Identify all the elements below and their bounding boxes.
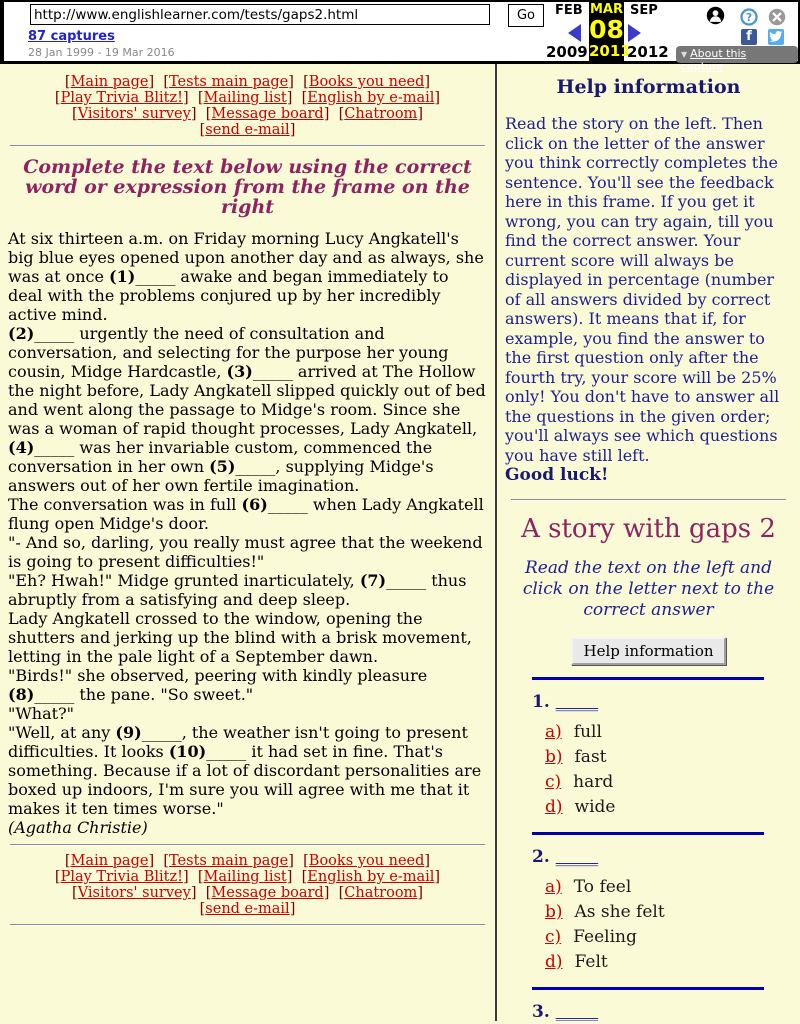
good-luck-text: Good luck! [505, 465, 609, 485]
bracket: ] [289, 122, 296, 138]
bracket: [ [64, 74, 71, 90]
bracket: [ [72, 885, 78, 901]
question-line [532, 1002, 792, 1022]
story-text [8, 229, 487, 837]
bracket: ] [417, 106, 423, 122]
bracket: [ [301, 869, 308, 885]
answer-text: Felt [574, 951, 608, 972]
nav-link[interactable]: Play Trivia Blitz! [60, 869, 183, 885]
bracket: ] [417, 885, 423, 901]
twitter-icon[interactable] [768, 29, 784, 45]
answer-letter-link[interactable]: d) [545, 951, 563, 972]
prev-month-label[interactable]: FEB [555, 3, 583, 18]
prev-capture-arrow-icon[interactable] [568, 24, 581, 42]
next-capture-arrow-icon[interactable] [628, 24, 641, 42]
exercise-title: A story with gaps 2 [521, 513, 776, 544]
bracket: [ [205, 885, 212, 901]
nav-link[interactable]: Books you need [308, 74, 425, 90]
bracket: [ [197, 869, 204, 885]
bracket: ] [434, 869, 441, 885]
nav-link[interactable]: Chatroom [344, 106, 418, 122]
prev-year-label[interactable]: 2009 [546, 43, 588, 61]
story-line: "Well, at any (9)_____, the weather isn't going to present difficulties. It looks (10)_____ it had set in fine. That's something. Because if a lot of discordant personalities are boxed up indoors, I'm sure you will agree with me that it makes it ten times worse." [8, 723, 482, 818]
nav-link[interactable]: Chatroom [344, 885, 418, 901]
svg-text:?: ? [745, 11, 753, 24]
nav-link[interactable]: send e-mail [205, 901, 290, 917]
nav-links-bottom [8, 853, 487, 917]
question-line [532, 847, 792, 867]
gap-number: (2) [8, 324, 35, 343]
story-line: (Agatha Christie) [8, 818, 148, 837]
nav-links-top [8, 74, 487, 138]
answer-text: hard [573, 771, 614, 792]
nav-link[interactable]: Play Trivia Blitz! [60, 90, 183, 106]
story-line: "Eh? Hwah!" Midge grunted inarticulately, (7)_____ thus abruptly from a satisfying and deep sleep. [8, 571, 467, 609]
answer-letter-link[interactable]: b) [545, 901, 563, 922]
bracket: ] [190, 106, 197, 122]
nav-link[interactable]: Books you need [308, 853, 425, 869]
story-line: Lady Angkatell crossed to the window, opening the shutters and jerking up the blind with a brisk movement, letting in the pale light of a September dawn. [8, 609, 472, 666]
bracket: ] [148, 74, 155, 90]
bracket: ] [190, 885, 197, 901]
nav-link[interactable]: Message board [211, 106, 324, 122]
url-input[interactable] [30, 4, 490, 25]
gap-number: (10) [168, 742, 207, 761]
close-icon[interactable] [768, 8, 786, 26]
bracket: [ [199, 901, 206, 917]
divider [10, 924, 485, 926]
bracket: [ [199, 122, 206, 138]
question-blank-link[interactable]: _____ [555, 691, 599, 712]
divider [10, 844, 485, 846]
divider [10, 145, 485, 147]
nav-link[interactable]: Main page [70, 853, 149, 869]
nav-link[interactable]: English by e-mail [307, 869, 435, 885]
nav-link[interactable]: Visitors' survey [77, 885, 191, 901]
story-line: "- And so, darling, you really must agree that the weekend is going to present difficulties!" [8, 533, 483, 571]
nav-link[interactable]: English by e-mail [307, 90, 435, 106]
profile-icon[interactable] [706, 6, 725, 25]
gap-number: (4) [8, 438, 35, 457]
bracket: [ [163, 74, 170, 90]
nav-link[interactable]: Tests main page [169, 74, 289, 90]
frameset [0, 64, 800, 1021]
current-year-label: 2011 [589, 42, 631, 60]
answer-letter-link[interactable]: b) [545, 746, 563, 767]
bracket: [ [303, 74, 309, 90]
answer-letter-link[interactable]: a) [545, 721, 562, 742]
current-day-label: 08 [589, 15, 624, 44]
bracket: [ [64, 853, 71, 869]
bracket: ] [182, 869, 189, 885]
bracket: ] [434, 90, 441, 106]
story-line: "Birds!" she observed, peering with kindly pleasure (8)_____ the pane. "So sweet." [8, 666, 428, 704]
current-capture-column [589, 2, 631, 61]
questions-list [505, 677, 792, 1022]
answer-letter-link[interactable]: c) [545, 771, 562, 792]
bracket: [ [72, 106, 78, 122]
help-information-button[interactable]: Help information [571, 637, 725, 665]
divider [511, 499, 786, 501]
captures-link[interactable]: 87 captures [28, 29, 115, 44]
bracket: [ [303, 853, 309, 869]
bracket: [ [197, 90, 204, 106]
exercise-heading: Complete the text below using the correct word or expression from the frame on the right [23, 156, 472, 218]
about-capture-dropdown-icon: ▼ [681, 50, 688, 59]
answer-letter-link[interactable]: d) [545, 796, 563, 817]
help-title: Help information [556, 76, 741, 98]
story-line: "What?" [8, 704, 75, 723]
bracket: ] [424, 74, 431, 90]
gap-number: (6) [241, 495, 268, 514]
bracket: ] [288, 853, 294, 869]
next-month-label[interactable]: SEP [630, 3, 658, 18]
answer-option [545, 900, 792, 925]
nav-link[interactable]: Mailing list [203, 869, 287, 885]
story-line: (2)_____ urgently the need of consultation and conversation, and selecting for the purpose her young cousin, Midge Hardcastle, (3)_____ arrived at The Hollow the night before, Lady Angkatell slipped quickly out of bed and went along the passage to Midge's room. Since she was a woman of rapid thought processes, Lady Angkatell, (4)_____ was her invariable custom, commenced the conversation in her own (5)_____, supplying Midge's answers out of her own fertile imagination. [8, 324, 486, 495]
bracket: ] [289, 901, 296, 917]
story-frame [0, 64, 497, 1021]
question-blank-link[interactable]: _____ [555, 846, 599, 867]
bracket: ] [323, 106, 330, 122]
help-button-wrap [505, 637, 792, 665]
gap-number: (7) [359, 571, 387, 590]
bracket: ] [323, 885, 330, 901]
gap-number: (5) [209, 457, 236, 476]
question-number: 2. [532, 846, 556, 867]
about-this-capture-button[interactable] [676, 46, 798, 73]
help-body [505, 114, 792, 486]
facebook-icon[interactable]: f [741, 29, 757, 45]
answer-letter-link[interactable]: a) [545, 876, 562, 897]
bracket: ] [288, 74, 294, 90]
next-year-label[interactable]: 2012 [627, 43, 669, 61]
question-separator [532, 677, 764, 680]
question-separator [532, 832, 764, 835]
about-capture-label: About this capture [681, 47, 747, 73]
question-separator [532, 987, 764, 990]
bracket: ] [286, 869, 293, 885]
story-line: The conversation was in full (6)_____ when Lady Angkatell flung open Midge's door. [8, 495, 484, 533]
answer-option [545, 745, 792, 770]
bracket: [ [54, 869, 61, 885]
bracket: ] [286, 90, 293, 106]
answer-text: As she felt [574, 901, 665, 922]
gap-number: (8) [8, 685, 35, 704]
go-button[interactable]: Go [508, 4, 544, 27]
question-number: 3. [532, 1001, 556, 1021]
bracket: [ [54, 90, 61, 106]
answer-text: full [573, 721, 602, 742]
capture-date-range: 28 Jan 1999 - 19 Mar 2016 [28, 46, 175, 59]
answer-option [545, 720, 792, 745]
answer-text: To feel [573, 876, 632, 897]
nav-link[interactable]: Visitors' survey [77, 106, 191, 122]
question-blank-link[interactable]: _____ [555, 1001, 599, 1021]
bracket: [ [205, 106, 212, 122]
bracket: [ [338, 106, 345, 122]
answer-text: wide [574, 796, 616, 817]
bracket: ] [182, 90, 189, 106]
help-icon[interactable] [740, 8, 758, 26]
nav-link[interactable]: Message board [211, 885, 324, 901]
answer-option [545, 925, 792, 950]
answer-option [545, 770, 792, 795]
question-line [532, 692, 792, 712]
exercise-instruction: Read the text on the left and click on the letter next to the correct answer [522, 557, 775, 620]
answer-letter-link[interactable]: c) [545, 926, 562, 947]
nav-link[interactable]: Tests main page [169, 853, 289, 869]
answer-option [545, 795, 792, 820]
answer-option [545, 950, 792, 975]
answer-text: fast [574, 746, 607, 767]
nav-link[interactable]: Main page [70, 74, 149, 90]
answer-option [545, 875, 792, 900]
bracket: [ [301, 90, 308, 106]
bracket: ] [424, 853, 431, 869]
story-line: At six thirteen a.m. on Friday morning Lucy Angkatell's big blue eyes opened upon another day and as always, she was at once (1)_____ awake and began immediately to deal with the problems conjured up by her incredibly active mind. [8, 229, 484, 324]
bracket: [ [163, 853, 170, 869]
bracket: [ [338, 885, 345, 901]
bracket: ] [148, 853, 155, 869]
help-body-text: Read the story on the left. Then click on the letter of the answer you think correctly completes the sentence. You'll see the feedback here in this frame. If you get it wrong, you can try again, till you find the correct answer. Your current score will always be displayed in percentage (number of all answers divided by correct answers). It means that if, for example, you find the answer to the first question only after the fourth try, your score will be 25% only! You don't have to answer all the questions in the given order; you'll always see which questions you have still left. [505, 114, 780, 465]
gap-number: (9) [115, 723, 142, 742]
nav-link[interactable]: Mailing list [203, 90, 287, 106]
gap-number: (3) [226, 362, 253, 381]
nav-link[interactable]: send e-mail [205, 122, 290, 138]
question-number: 1. [532, 691, 556, 712]
current-month-label: MAR [589, 2, 623, 17]
wayback-toolbar [0, 0, 800, 73]
answers-frame [497, 64, 800, 1021]
answer-text: Feeling [573, 926, 637, 947]
gap-number: (1) [109, 267, 136, 286]
